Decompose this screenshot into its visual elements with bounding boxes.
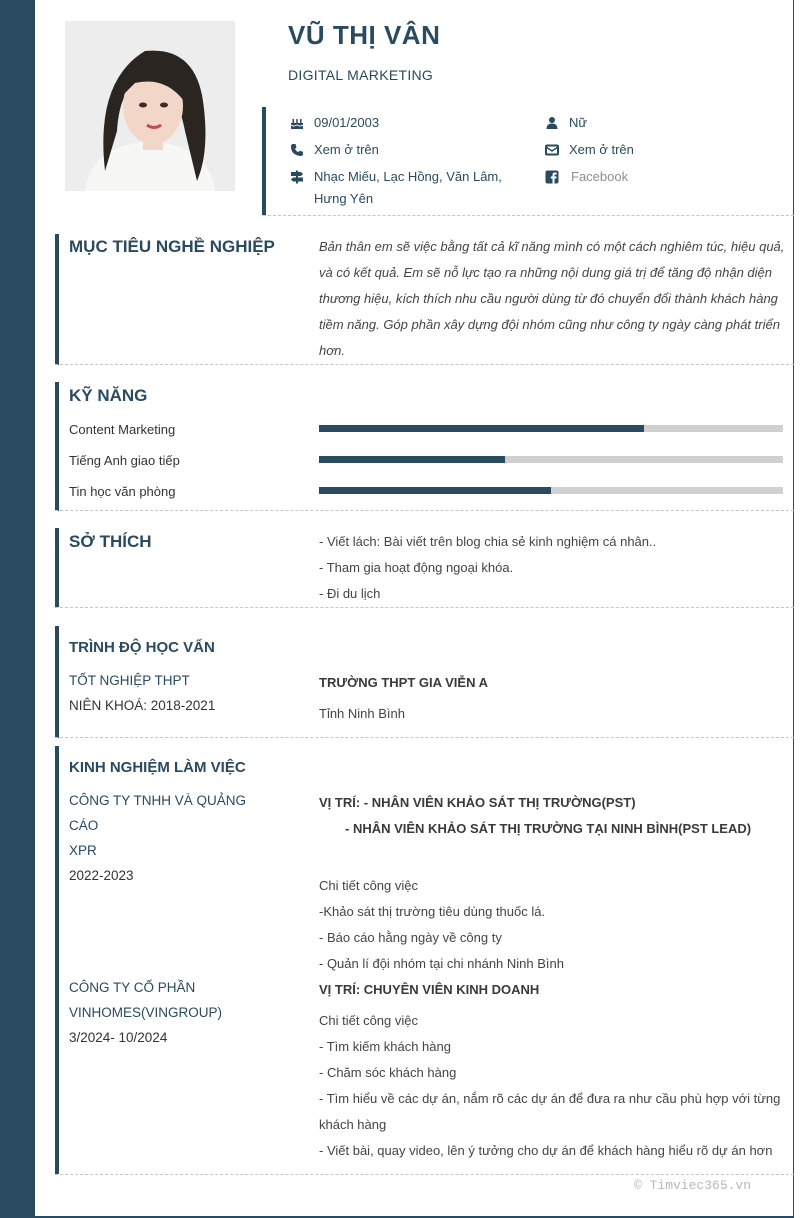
hobby-item: - Đi du lịch <box>319 586 381 601</box>
job-2-company-line-2: VINHOMES(VINGROUP) <box>69 1005 223 1020</box>
job-2-company-line-1: CÔNG TY CỔ PHẦN <box>69 980 196 995</box>
job-1-company-line-1: CÔNG TY TNHH VÀ QUẢNG CÁO <box>69 793 247 833</box>
job-1-position-line-1: VỊ TRÍ: - NHÂN VIÊN KHẢO SÁT THỊ TRƯỜNG(PST) <box>319 795 636 810</box>
objective-text: Bản thân em sẽ việc bằng tất cả kĩ năng mình có một cách nghiêm túc, hiệu quả, và có kết quả. Em sẽ nỗ lực tạo ra những nội dung giá trị để tăng độ nhận diện thương hiệu, kích thích nhu cầu người dùng từ đó chuyển đổi thành khách hàng tiềm năng. Góp phần xây dựng đội nhóm cũng như công ty ngày càng phát triển hơn. <box>319 239 785 358</box>
job-2-period: 3/2024- 10/2024 <box>69 1030 168 1045</box>
job-1-period: 2022-2023 <box>69 868 134 883</box>
job-2-detail: - Tìm hiểu về các dự án, nắm rõ các dự án để đưa ra như cầu phù hợp với từng <box>319 1091 781 1106</box>
user-icon <box>545 116 559 130</box>
skills-accent-bar <box>55 382 59 511</box>
job-1-detail: - Báo cáo hằng ngày về công ty <box>319 930 502 945</box>
objective-title: MỤC TIÊU NGHỀ NGHIỆP <box>69 237 275 256</box>
skills-title: KỸ NĂNG <box>69 386 148 405</box>
email-value: Xem ở trên <box>569 142 634 157</box>
job-1-detail: - Quản lí đội nhóm tại chi nhánh Ninh Bình <box>319 956 564 971</box>
objective-divider <box>55 364 794 365</box>
skill-bar-track <box>319 425 783 432</box>
signpost-icon <box>290 170 304 184</box>
job-1-left <box>69 788 274 888</box>
address-line-1: Nhạc Miếu, Lạc Hồng, Văn Lâm, <box>314 169 502 184</box>
hobby-item: - Tham gia hoạt động ngoại khóa. <box>319 560 514 575</box>
experience-divider <box>55 1174 794 1175</box>
job-1-detail: -Khảo sát thị trường tiêu dùng thuốc lá. <box>319 904 546 919</box>
skill-label: Tin học văn phòng <box>69 484 176 499</box>
facebook-link[interactable]: Facebook <box>571 169 629 184</box>
envelope-icon <box>545 143 559 157</box>
skill-bar-track <box>319 487 783 494</box>
address-line-2: Hưng Yên <box>314 191 374 206</box>
phone-value: Xem ở trên <box>314 142 379 157</box>
skill-bar-fill <box>319 487 551 494</box>
skill-bar-track <box>319 456 783 463</box>
skill-bar-fill <box>319 425 644 432</box>
gender-value: Nữ <box>569 115 588 130</box>
skill-label: Tiếng Anh giao tiếp <box>69 453 180 468</box>
hobby-item: - Viết lách: Bài viết trên blog chia sẻ kinh nghiệm cá nhân.. <box>319 534 657 549</box>
birthday-cake-icon <box>290 116 304 130</box>
objective-accent-bar <box>55 234 59 365</box>
job-2-detail: - Tìm kiếm khách hàng <box>319 1039 451 1054</box>
address-row <box>290 169 502 210</box>
education-period: NIÊN KHOÁ: 2018-2021 <box>69 698 216 713</box>
hobbies-divider <box>55 607 794 608</box>
facebook-row[interactable] <box>545 169 628 188</box>
education-title: TRÌNH ĐỘ HỌC VẤN <box>69 639 215 656</box>
job-2-details-header: Chi tiết công việc <box>319 1013 418 1028</box>
skill-bar-fill <box>319 456 505 463</box>
education-divider <box>55 737 794 738</box>
job-1-details-header: Chi tiết công việc <box>319 878 418 893</box>
header-divider <box>263 215 794 216</box>
email-row <box>545 142 634 161</box>
hobbies-accent-bar <box>55 528 59 607</box>
experience-accent-bar <box>55 746 59 1174</box>
job-2-detail: khách hàng <box>319 1117 387 1132</box>
birthday-value: 09/01/2003 <box>314 115 380 130</box>
job-2-detail: - Viết bài, quay video, lên ý tưởng cho dự án để khách hàng hiểu rõ dự án hơn <box>319 1143 773 1158</box>
birthday-row <box>290 115 379 134</box>
experience-title: KINH NGHIỆM LÀM VIỆC <box>69 759 246 776</box>
gender-row <box>545 115 587 134</box>
education-left <box>69 668 274 718</box>
education-degree: TỐT NGHIỆP THPT <box>69 673 190 688</box>
skill-label: Content Marketing <box>69 422 176 437</box>
education-location: Tỉnh Ninh Bình <box>319 706 405 721</box>
job-1-company-line-2: XPR <box>69 843 97 858</box>
candidate-name: VŨ THỊ VÂN <box>288 20 441 50</box>
job-title: DIGITAL MARKETING <box>288 67 434 83</box>
job-1-position-line-2: - NHÂN VIÊN KHẢO SÁT THỊ TRƯỜNG TẠI NINH BÌNH(PST LEAD) <box>345 821 752 836</box>
left-accent-strip <box>0 0 35 1218</box>
education-accent-bar <box>55 626 59 738</box>
phone-row <box>290 142 379 161</box>
job-2-detail: - Chăm sóc khách hàng <box>319 1065 457 1080</box>
phone-icon <box>290 143 304 157</box>
job-2-left <box>69 975 274 1050</box>
watermark: © Timviec365.vn <box>634 1178 752 1193</box>
facebook-icon <box>545 170 559 184</box>
contact-accent-bar <box>262 107 266 215</box>
hobbies-title: SỞ THÍCH <box>69 532 152 551</box>
job-2-position: VỊ TRÍ: CHUYÊN VIÊN KINH DOANH <box>319 982 540 997</box>
education-school: TRƯỜNG THPT GIA VIỄN A <box>319 675 488 690</box>
skills-divider <box>55 510 794 511</box>
avatar <box>65 21 235 191</box>
